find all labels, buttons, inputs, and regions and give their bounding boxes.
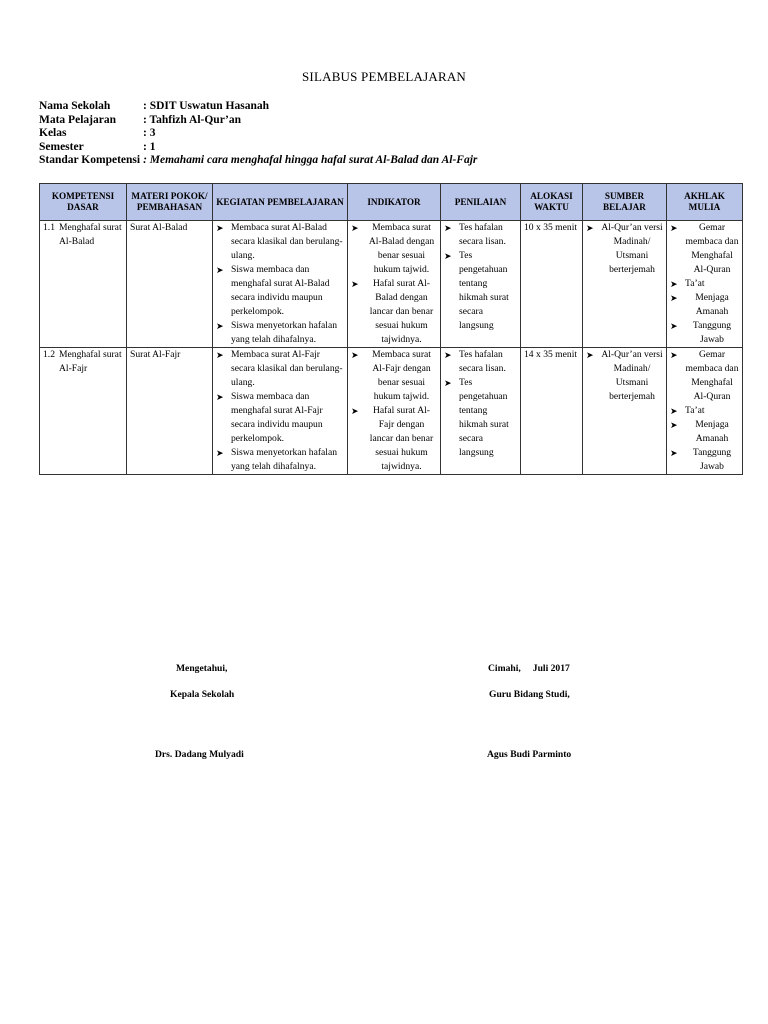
info-label: Kelas xyxy=(39,127,67,139)
arrowhead-bullet-icon: ➤ xyxy=(670,448,678,458)
list-item: ➤ Ta’at xyxy=(670,278,705,289)
arrowhead-bullet-icon: ➤ xyxy=(670,279,678,289)
list-item: ➤ Siswa membaca dan menghafal surat Al-Fajr secara individu maupun perkelompok. xyxy=(216,391,323,444)
signature-left-name: Drs. Dadang Mulyadi xyxy=(155,749,244,760)
list-item: ➤ Tes pengetahuan tentang hikmah surat secara langsung xyxy=(444,250,509,331)
info-label: Standar Kompetensi xyxy=(39,154,141,166)
list-item: ➤ Al-Qur’an versi Madinah/ Utsmani berterjemah xyxy=(586,222,663,275)
arrowhead-bullet-icon: ➤ xyxy=(216,321,224,331)
kd-number: 1.1 xyxy=(43,222,55,233)
arrowhead-bullet-icon: ➤ xyxy=(586,223,594,233)
col-header-penilaian: PENILAIAN xyxy=(441,184,521,221)
arrowhead-bullet-icon: ➤ xyxy=(351,406,359,416)
info-row-standard xyxy=(39,154,477,168)
arrowhead-bullet-icon: ➤ xyxy=(351,279,359,289)
arrowhead-bullet-icon: ➤ xyxy=(670,350,678,360)
table-row xyxy=(40,348,743,475)
info-value: : Memahami cara menghafal hingga hafal surat Al-Balad dan Al-Fajr xyxy=(143,154,478,166)
document-title: SILABUS PEMBELAJARAN xyxy=(302,69,466,84)
signature-right-name: Agus Budi Parminto xyxy=(487,749,572,760)
info-row-school xyxy=(39,100,477,114)
kd-number: 1.2 xyxy=(43,349,55,360)
cell-alokasi: 10 x 35 menit xyxy=(521,221,583,348)
col-header-kompetensi: KOMPETENSI DASAR xyxy=(40,184,127,221)
arrowhead-bullet-icon: ➤ xyxy=(216,265,224,275)
cell-kegiatan xyxy=(213,221,348,348)
arrowhead-bullet-icon: ➤ xyxy=(216,448,224,458)
arrowhead-bullet-icon: ➤ xyxy=(586,350,594,360)
arrowhead-bullet-icon: ➤ xyxy=(444,251,452,261)
cell-materi: Surat Al-Fajr xyxy=(127,348,213,475)
arrowhead-bullet-icon: ➤ xyxy=(670,223,678,233)
cell-materi: Surat Al-Balad xyxy=(127,221,213,348)
info-label: Mata Pelajaran xyxy=(39,113,116,126)
signature-right-place-date: Cimahi, Juli 2017 xyxy=(488,663,570,674)
cell-indikator xyxy=(348,221,441,348)
list-item: ➤ Tes hafalan secara lisan. xyxy=(444,349,506,374)
list-item: ➤ Membaca surat Al-Balad dengan benar sesuai hukum tajwid. xyxy=(351,222,435,275)
arrowhead-bullet-icon: ➤ xyxy=(670,321,678,331)
list-item: ➤ Gemar membaca dan Menghafal Al-Quran xyxy=(670,349,739,402)
list-item: ➤ Ta’at xyxy=(670,405,705,416)
list-item: ➤ Menjaga Amanah xyxy=(670,292,729,317)
list-item: ➤ Menjaga Amanah xyxy=(670,419,729,444)
signature-left-role: Kepala Sekolah xyxy=(170,689,235,700)
col-header-indikator: INDIKATOR xyxy=(348,184,441,221)
list-item: ➤ Membaca surat Al-Fajr secara klasikal dan berulang-ulang. xyxy=(216,349,343,388)
info-label: Semester xyxy=(39,140,84,153)
list-item: ➤ Siswa membaca dan menghafal surat Al-Balad secara individu maupun perkelompok. xyxy=(216,264,330,317)
table-header-row xyxy=(40,184,743,221)
cell-penilaian xyxy=(441,348,521,475)
cell-indikator xyxy=(348,348,441,475)
cell-akhlak xyxy=(667,348,743,475)
arrowhead-bullet-icon: ➤ xyxy=(216,223,224,233)
list-item: ➤ Membaca surat Al-Fajr dengan benar sesuai hukum tajwid. xyxy=(351,349,431,402)
list-item: ➤ Tanggung Jawab xyxy=(670,447,732,472)
list-item: ➤ Membaca surat Al-Balad secara klasikal dan berulang-ulang. xyxy=(216,222,343,261)
cell-sumber xyxy=(583,221,667,348)
cell-sumber xyxy=(583,348,667,475)
arrowhead-bullet-icon: ➤ xyxy=(351,350,359,360)
list-item: ➤ Tes pengetahuan tentang hikmah surat secara langsung xyxy=(444,377,509,458)
col-header-alokasi: ALOKASI WAKTU xyxy=(521,184,583,221)
syllabus-info xyxy=(39,100,477,168)
info-row-semester xyxy=(39,141,477,155)
cell-kegiatan xyxy=(213,348,348,475)
list-item: ➤ Siswa menyetorkan hafalan yang telah dihafalnya. xyxy=(216,447,338,472)
arrowhead-bullet-icon: ➤ xyxy=(670,420,678,430)
info-value: : 1 xyxy=(143,140,156,153)
list-item: ➤ Tes hafalan secara lisan. xyxy=(444,222,506,247)
arrowhead-bullet-icon: ➤ xyxy=(444,350,452,360)
arrowhead-bullet-icon: ➤ xyxy=(444,223,452,233)
col-header-akhlak: AKHLAK MULIA xyxy=(667,184,743,221)
syllabus-table xyxy=(39,183,743,475)
kd-text: Menghafal surat Al-Fajr xyxy=(59,349,122,374)
info-row-class xyxy=(39,127,477,141)
table-row xyxy=(40,221,743,348)
cell-alokasi: 14 x 35 menit xyxy=(521,348,583,475)
col-header-kegiatan: KEGIATAN PEMBELAJARAN xyxy=(213,184,348,221)
cell-kompetensi xyxy=(40,348,127,475)
arrowhead-bullet-icon: ➤ xyxy=(216,350,224,360)
list-item: ➤ Hafal surat Al-Balad dengan lancar dan benar sesuai hukum tajwidnya. xyxy=(351,278,434,345)
arrowhead-bullet-icon: ➤ xyxy=(670,293,678,303)
info-value: : Tahfizh Al-Qur’an xyxy=(143,113,241,126)
list-item: ➤ Hafal surat Al-Fajr dengan lancar dan benar sesuai hukum tajwidnya. xyxy=(351,405,434,472)
info-value: : SDIT Uswatun Hasanah xyxy=(143,100,270,112)
col-header-sumber: SUMBER BELAJAR xyxy=(583,184,667,221)
arrowhead-bullet-icon: ➤ xyxy=(216,392,224,402)
signature-right-role: Guru Bidang Studi, xyxy=(489,689,570,700)
cell-kompetensi xyxy=(40,221,127,348)
info-value: : 3 xyxy=(143,127,156,139)
list-item: ➤ Siswa menyetorkan hafalan yang telah dihafalnya. xyxy=(216,320,338,345)
list-item: ➤ Tanggung Jawab xyxy=(670,320,732,345)
col-header-materi: MATERI POKOK/ PEMBAHASAN xyxy=(127,184,213,221)
arrowhead-bullet-icon: ➤ xyxy=(670,406,678,416)
arrowhead-bullet-icon: ➤ xyxy=(444,378,452,388)
cell-akhlak xyxy=(667,221,743,348)
cell-penilaian xyxy=(441,221,521,348)
list-item: ➤ Gemar membaca dan Menghafal Al-Quran xyxy=(670,222,739,275)
signature-left-heading: Mengetahui, xyxy=(176,663,228,674)
list-item: ➤ Al-Qur’an versi Madinah/ Utsmani berterjemah xyxy=(586,349,663,402)
arrowhead-bullet-icon: ➤ xyxy=(351,223,359,233)
info-row-subject xyxy=(39,114,477,128)
info-label: Nama Sekolah xyxy=(39,100,111,112)
kd-text: Menghafal surat Al-Balad xyxy=(59,222,122,247)
